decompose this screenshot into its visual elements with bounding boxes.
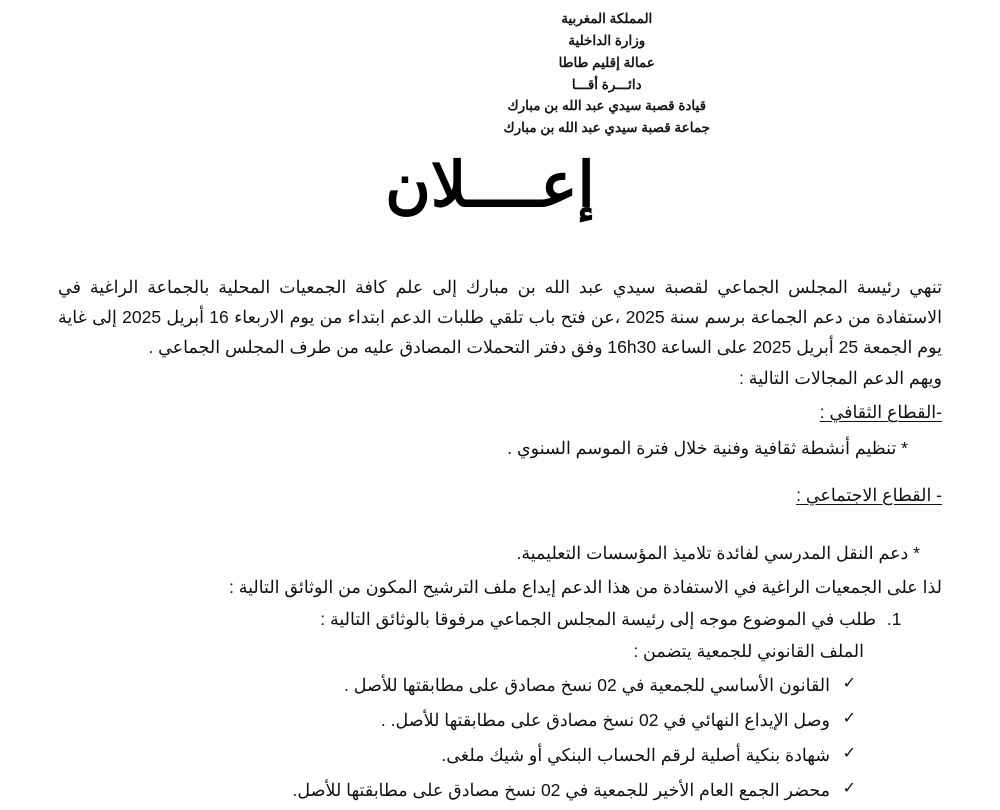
cultural-item: * تنظيم أنشطة ثقافية وفنية خلال فترة الموسم السنوي .	[507, 438, 908, 459]
list-item-label: شهادة بنكية أصلية لرقم الحساب البنكي أو شيك ملغى.	[441, 745, 830, 766]
list-item-label: محضر الجمع العام الأخير للجمعية في 02 نسخ مصادق على مطابقتها للأصل.	[292, 780, 830, 801]
list-item	[58, 670, 942, 700]
legal-file-checklist	[58, 670, 942, 810]
document-body	[58, 272, 942, 810]
section-heading-social: - القطاع الاجتماعي :	[796, 484, 942, 505]
check-icon: ✓	[842, 745, 856, 763]
check-icon: ✓	[842, 710, 856, 728]
page-title: إعــــلان	[385, 151, 595, 220]
letterhead	[504, 8, 710, 139]
letterhead-line-commune: جماعة قصبة سيدي عبد الله بن مبارك	[503, 120, 710, 136]
letterhead-line-kingdom: المملكة المغربية	[561, 11, 653, 26]
requirements-list	[58, 604, 942, 634]
list-item	[58, 705, 942, 735]
check-icon: ✓	[842, 675, 856, 693]
letterhead-line-circle: دائـــرة أقـــا	[571, 76, 642, 92]
list-item	[58, 740, 942, 770]
letterhead-line-ministry: وزارة الداخلية	[568, 32, 646, 48]
list-item-label: وصل الإيداع النهائي في 02 نسخ مصادق على مطابقتها للأصل. .	[380, 710, 830, 731]
requirements-intro: لذا على الجمعيات الراغية في الاستفادة من هذا الدعم إيداع ملف الترشيح المكون من الوثائق التالية :	[229, 576, 942, 597]
legal-file-label: الملف القانوني للجمعية يتضمن :	[633, 640, 864, 661]
section-heading-cultural: -القطاع الثقافي :	[819, 402, 942, 423]
list-item-label: القانون الأساسي للجمعية في 02 نسخ مصادق على مطابقتها للأصل .	[344, 675, 830, 696]
intro-paragraph: تنهي رئيسة المجلس الجماعي لقصبة سيدي عبد الله بن مبارك إلى علم كافة الجمعيات المحلية بالجماعة الراغية في الاستفادة من دعم الجماعة برسم سنة 2025 ،عن فتح باب تلقي طلبات الدعم ابتداء من يوم الاربعاء 16 أبريل 2025 إلى غاية يوم الجمعة 25 أبريل 2025 على الساعة 16h30 وفق دفتر التحملات المصادق عليه من طرف المجلس الجماعي .	[58, 277, 942, 358]
letterhead-line-province: عمالة إقليم طاطا	[558, 54, 655, 70]
list-item: 1. طلب في الموضوع موجه إلى رئيسة المجلس الجماعي مرفوقا بالوثائق التالية :	[58, 604, 882, 634]
check-icon: ✓	[842, 780, 856, 798]
list-item	[58, 775, 942, 805]
letterhead-line-caidat: قيادة قصبة سيدي عبد الله بن مبارك	[507, 98, 707, 114]
social-item: * دعم النقل المدرسي لفائدة تلاميذ المؤسسات التعليمية.	[516, 542, 920, 563]
domains-intro: ويهم الدعم المجالات التالية :	[738, 368, 942, 389]
